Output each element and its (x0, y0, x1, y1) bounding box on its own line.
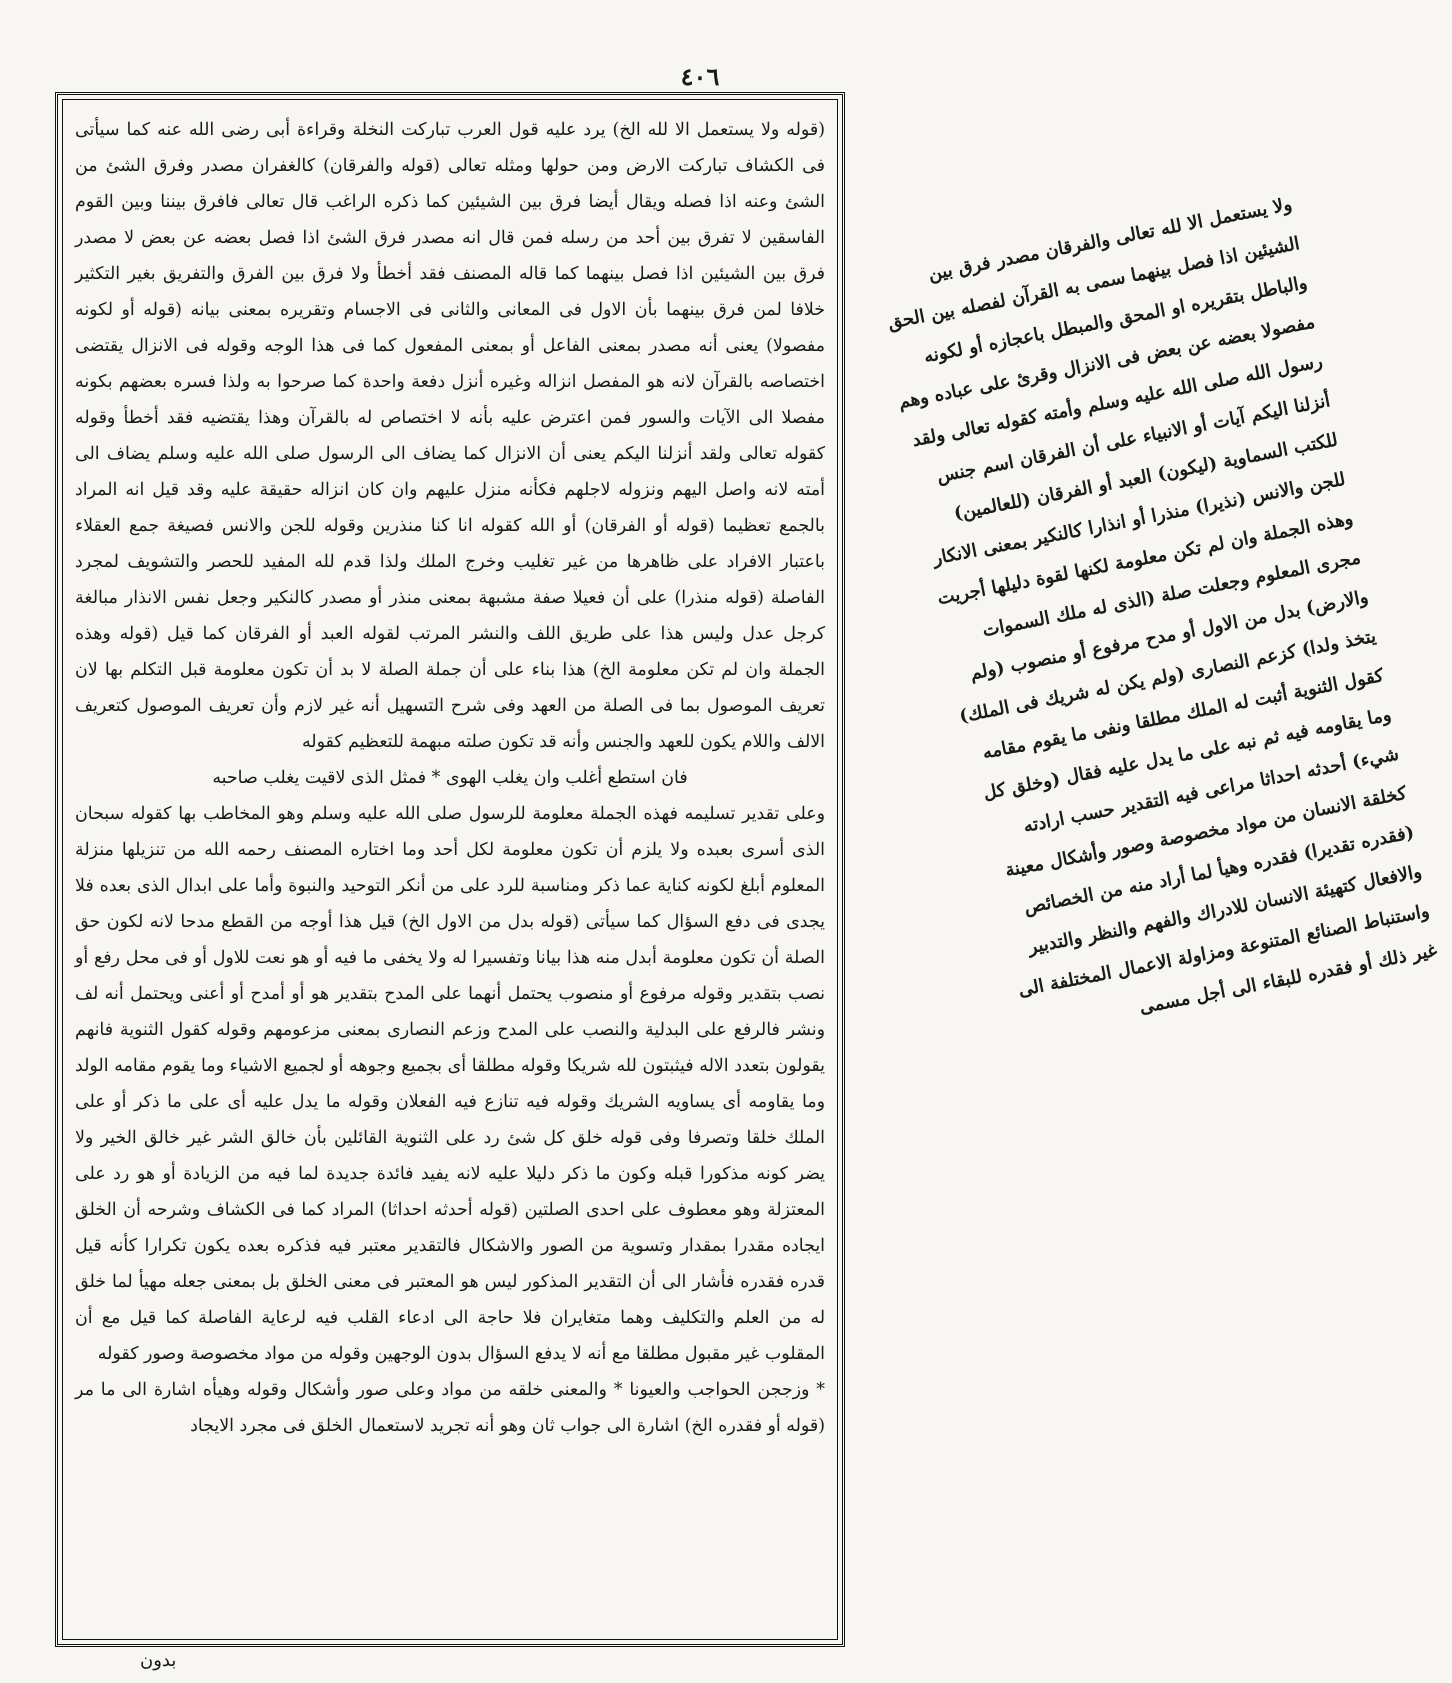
catchword: بدون (140, 1650, 177, 1671)
commentary-paragraph-3: * وزججن الحواجب والعيونا * والمعنى خلقه من مواد وعلى صور وأشكال وقوله وهيأه اشارة الى ما مر (قوله أو فقدره الخ) اشارة الى جواب ثان وهو أنه تجريد لاستعمال الخلق فى مجرد الايجاد (75, 1380, 825, 1436)
page-number: ٤٠٦ (680, 62, 720, 91)
commentary-text (75, 112, 825, 1632)
verse-line-1: فان استطع أغلب وان يغلب الهوى * فمثل الذى لاقيت يغلب صاحبه (212, 768, 688, 788)
commentary-paragraph-1: (قوله ولا يستعمل الا لله الخ) يرد عليه قول العرب تباركت النخلة وقراءة أبى رضى الله عنه كما سيأتى فى الكشاف تباركت الارض ومن حولها ومثله تعالى (قوله والفرقان) كالغفران مصدر وفرق الشئ من الشئ وعنه اذا فصله ويقال أيضا فرق بين الشيئين كما ذكره الراغب قال تعالى فافرق بيننا وبين القوم الفاسقين لا تفرق بين أحد من رسله فمن قال انه مصدر فرق الشئ اذا فصل بعضه عن بعض لا مصدر فرق بين الشيئين اذا فصل بينهما كما قاله المصنف فقد أخطأ ولا فرق بين الفرق والتفريق بغير التكثير خلافا لمن فرق بينهما بأن الاول فى المعانى والثانى فى الاجسام وتقريره بمعنى بيانه (قوله أو لكونه مفصولا) يعنى أنه مصدر بمعنى الفاعل أو بمعنى المفعول كما فى هذا الوجه وقوله فى الانزال يقتضى اختصاصه بالقرآن لانه هو المفصل انزاله وغيره أنزل دفعة واحدة كما صرحوا به ولذا فسره بعضهم بكونه مفصلا الى الآيات والسور فمن اعترض عليه بأنه لا اختصاص له بالقرآن وهذا يقتضيه فقد أخطأ وقوله كقوله تعالى ولقد أنزلنا اليكم يعنى أن الانزال كما يضاف الى الرسول صلى الله عليه وسلم يضاف الى أمته لانه واصل اليهم ونزوله لاجلهم فكأنه منزل عليهم وان كان انزاله حقيقة عليه وقد قيل انه المراد بالجمع تعظيما (قوله أو الفرقان) أو الله كقوله انا كنا منذرين وقوله للجن والانس فصيغة جمع العقلاء باعتبار الافراد على ظاهرها من غير تغليب وخرج الملك ولذا قدم لله المفيد للحصر والتشويف لمجرد الفاصلة (قوله منذرا) على أن فعيلا صفة مشبهة بمعنى منذر أو مصدر كالنكير وجعل نفس الانذار مبالغة كرجل عدل وليس هذا على طريق اللف والنشر المرتب لقوله العبد أو الفرقان كما قيل (قوله وهذه الجملة وان لم تكن معلومة الخ) هذا بناء على أن جملة الصلة لا بد أن تكون معلومة قبل التكلم بها لان تعريف الموصول بما فى الصلة من العهد وفى شرح التسهيل أنه غير لازم وأن تعريف الموصول كتعريف الالف واللام يكون للعهد والجنس وأنه قد تكون صلته مبهمة للتعظيم كقوله (75, 120, 825, 752)
margin-matn-paragraph: ولا يستعمل الا لله تعالى والفرقان مصدر فرق بين الشيئين اذا فصل بينهما سمى به القرآن لفصله بين الحق والباطل بتقريره او المحق والمبطل باعجازه أو لكونه مفصولا بعضه عن بعض فى الانزال وقرئ على عباده وهم رسول الله صلى الله عليه وسلم وأمته كقوله تعالى ولقد أنزلنا اليكم آيات أو الانبياء على أن الفرقان اسم جنس للكتب السماوية (ليكون) العبد أو الفرقان (للعالمين) للجن والانس (نذيرا) منذرا أو انذارا كالنكير بمعنى الانكار وهذه الجملة وان لم تكن معلومة لكنها لقوة دليلها أجريت مجرى المعلوم وجعلت صلة (الذى له ملك السموات والارض) بدل من الاول أو مدح مرفوع أو منصوب (ولم يتخذ ولدا) كزعم النصارى (ولم يكن له شريك فى الملك) كقول الثنوية أثبت له الملك مطلقا ونفى ما يقوم مقامه وما يقاومه فيه ثم نبه على ما يدل عليه فقال (وخلق كل شيء) أحدثه احداثا مراعى فيه التقدير حسب ارادته كخلقة الانسان من مواد مخصوصة وصور وأشكال معينة (فقدره تقديرا) فقدره وهيأ لما أراد منه من الخصائص والافعال كتهيئة الانسان للادراك والفهم والنظر والتدبير واستنباط الصنائع المتنوعة ومزاولة الاعمال المختلفة الى غير ذلك أو فقدره للبقاء الى أجل مسمى (886, 193, 1439, 1019)
commentary-paragraph-2: وعلى تقدير تسليمه فهذه الجملة معلومة للرسول صلى الله عليه وسلم وهو المخاطب بها كقوله سبحان الذى أسرى بعبده ولا يلزم أن تكون معلومة لكل أحد وما اختاره المصنف رحمه الله من تنزيلها منزلة المعلوم أبلغ لكونه كناية عما ذكر ومناسبة للرد على من أنكر التوحيد والنبوة وأما على ابدال الذى بعده فلا يجدى فى دفع السؤال كما سيأتى (قوله بدل من الاول الخ) قيل هذا أوجه من القطع مدحا لانه لكون حق الصلة أن تكون معلومة أبدل منه هذا بيانا وتفسيرا له ولا يخفى ما فيه أو هو نعت للاول أو فى محل رفع أو نصب بتقدير وقوله مرفوع أو منصوب يحتمل أنهما على المدح بتقدير هو أو أمدح أو أعنى ويحتمل أنه لف ونشر فالرفع على البدلية والنصب على المدح وزعم النصارى بمعنى مزعومهم وقوله كقول الثنوية فانهم يقولون بتعدد الاله فيثبتون لله شريكا وقوله مطلقا أى بجميع وجوهه أو لجميع الاشياء وما يقوم مقامه الولد وما يقاومه أى يساويه الشريك وقوله فيه تنازع فيه الفعلان وقوله ما يدل عليه أى على ما ذكر أو على الملك خلقا وتصرفا وفى قوله خلق كل شئ رد على الثنوية القائلين بأن خالق الشر غير خالق الخير ولا يضر كونه مذكورا قبله وكون ما ذكر دليلا عليه لانه يفيد فائدة جديدة لما فيه من الزيادة أو هو رد على المعتزلة وهو معطوف على احدى الصلتين (قوله أحدثه احداثا) المراد كما فى الكشاف وشرحه أن الخلق ايجاده مقدرا بمقدار وتسوية من الصور والاشكال فالتقدير معتبر فيه فذكره بعده يكون تكرارا كأنه قيل قدره فقدره فأشار الى أن التقدير المذكور ليس هو المعتبر فى معنى الخلق بل بمعنى جعله مهيأ لما خلق له من العلم والتكليف وهما متغايران فلا حاجة الى ادعاء القلب فيه لرعاية الفاصلة كما قيل مع أن المقلوب غير مقبول مطلقا مع أنه لا يدفع السؤال بدون الوجهين وقوله من مواد مخصوصة وصور كقوله (75, 804, 825, 1364)
margin-matn-text (866, 185, 1452, 1111)
